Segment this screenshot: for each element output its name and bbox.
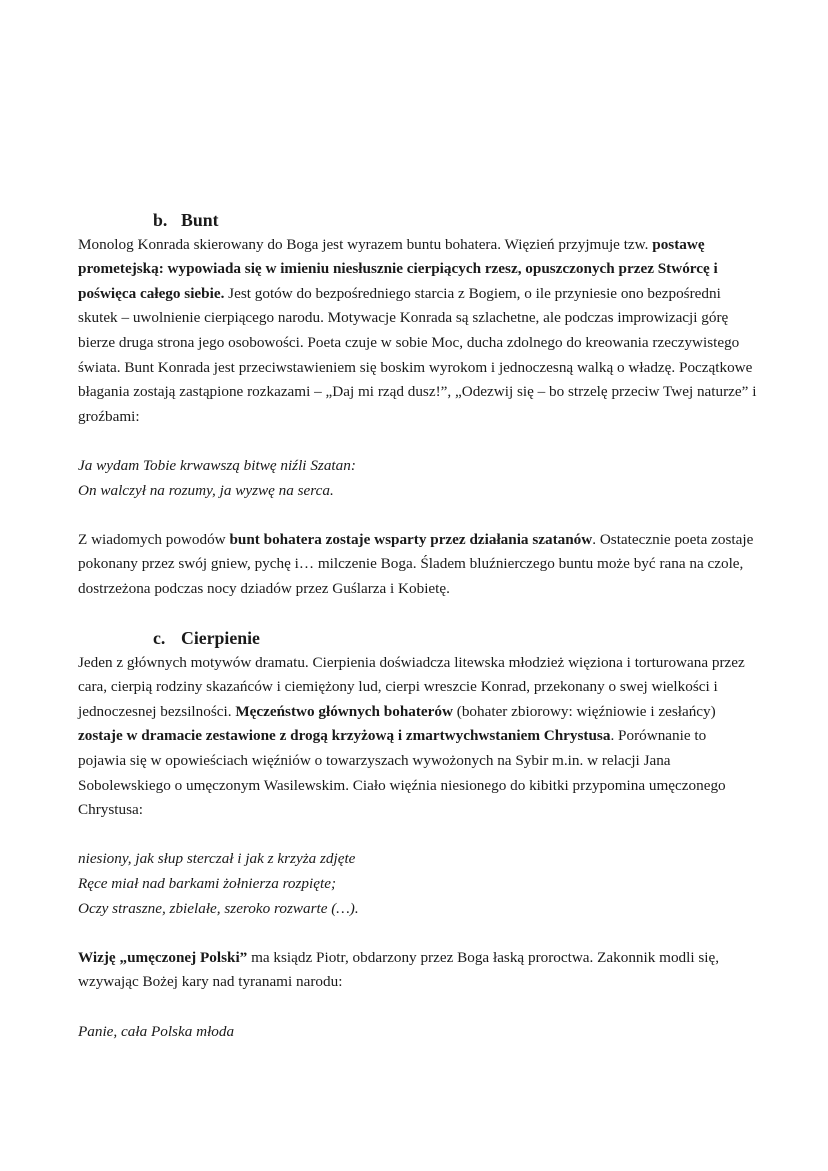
text-run: Jeden z głównych motywów dramatu. Cierpienia doświadcza litewska młodzież więziona i torturowana przez cara, cierpią rodziny skazańców i ciemiężony lud, cierpi wreszcie Konrad, przekonany o swej wielkości i jednoczesnej bezsilności. [78,653,745,720]
section-heading-bunt [78,208,758,233]
text-run: . Porównanie to pojawia się w opowieściach więźniów o towarzyszach wywożonych na Sybir m.in. w relacji Jana Sobolewskiego o umęczonym Wasilewskim. Ciało więźnia niesionego do kibitki przypomina umęczonego Chrystusa: [78,727,726,819]
bold-text-run: bunt bohatera zostaje wsparty przez działania szatanów [229,530,593,548]
section-number: c. [153,628,166,649]
text-run: Jest gotów do bezpośredniego starcia z Bogiem, o ile przyniesie ono bezpośredni skutek – uwolnienie cierpiącego narodu. Motywacje Konrada są szlachetne, ale podczas improwizacji górę bierze druga strona jego osobowości. Poeta czuje w sobie Moc, ducha zdolnego do kreowania rzeczywistego świata. Bunt Konrada jest przeciwstawieniem się boskim wyrokom i jednoczesną walką o władzę. Początkowe błagania zostają zastąpione rozkazami – „Daj mi rząd dusz!”, „Odezwij się – bo strzelę przeciw Twej naturze” i groźbami: [78,284,757,425]
verse-line: Panie, cała Polska młoda [78,1022,235,1040]
bold-text-run: postawę prometejską: wypowiada się w imieniu niesłusznie cierpiących rzesz, opuszczonych przez Stwórcę i poświęca całego siebie. [78,235,718,302]
section-title: Cierpienie [181,628,260,649]
verse-line: niesiony, jak słup sterczał i jak z krzyża zdjęte [78,850,356,868]
text-run: (bohater zbiorowy: więźniowie i zesłańcy) [452,702,716,720]
document-page [78,208,758,1044]
section-title: Bunt [181,210,219,230]
paragraph [78,233,758,430]
text-run: . Ostatecznie poeta zostaje pokonany przez swój gniew, pychę i… milczenie Boga. Śladem bluźnierczego buntu może być rana na czole, dostrzeżona podczas nocy dziadów przez Guślarza i Kobietę. [78,530,754,597]
verse-line: Ręce miał nad barkami żołnierza rozpięte; [78,875,337,893]
bold-text-run: zostaje w dramacie zestawione z drogą krzyżową i zmartwychwstaniem Chrystusa [78,727,611,745]
bold-text-run: Męczeństwo głównych bohaterów [235,702,453,720]
verse-line: Oczy straszne, zbielałe, szeroko rozwarte (…). [78,899,359,917]
verse-quote [78,1020,758,1045]
verse-line: Ja wydam Tobie krwawszą bitwę niźli Szatan: [78,456,356,474]
text-run: Monolog Konrada skierowany do Boga jest wyrazem buntu bohatera. Więzień przyjmuje tzw. [78,235,653,253]
spacer [78,602,758,627]
verse-quote [78,454,758,503]
spacer [78,995,758,1020]
verse-quote [78,847,758,921]
spacer [78,921,758,946]
section-heading-cierpienie [78,626,758,651]
text-run: ma ksiądz Piotr, obdarzony przez Boga łaską proroctwa. Zakonnik modli się, wzywając Bożej kary nad tyranami narodu: [78,948,720,991]
paragraph [78,946,758,995]
paragraph [78,528,758,602]
spacer [78,429,758,454]
section-number: b. [153,210,168,230]
spacer [78,823,758,848]
spacer [78,503,758,528]
verse-line: On walczył na rozumy, ja wyzwę na serca. [78,481,334,499]
bold-text-run: Wizję „umęczonej Polski” [78,948,248,966]
paragraph [78,651,758,823]
text-run: Z wiadomych powodów [78,530,230,548]
